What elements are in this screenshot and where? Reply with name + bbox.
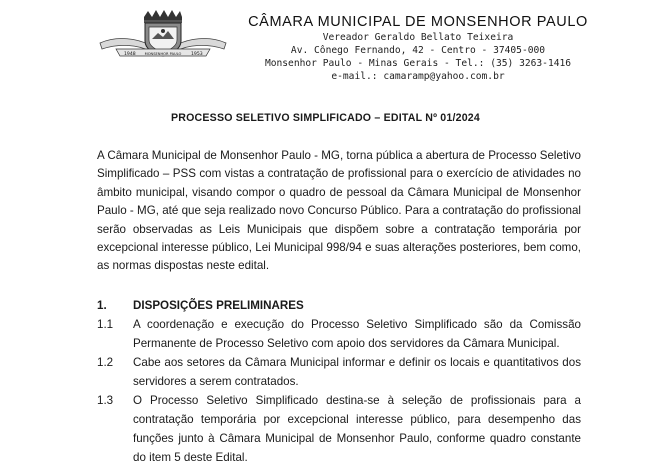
clause-number: 1.1	[97, 318, 114, 331]
section-heading-text: DISPOSIÇÕES PRELIMINARES	[133, 299, 304, 312]
letterhead	[228, 14, 608, 83]
intro-paragraph: A Câmara Municipal de Monsenhor Paulo - MG, torna pública a abertura de Processo Seletivo Simplificado – PSS com vistas a contratação de profissional para o exercício de atividades no âmbito municipal, visando compor o quadro de pessoal da Câmara Municipal de Monsenhor Paulo - MG, até que seja realizado novo Concurso Público. Para a contratação do profissional serão observadas as Leis Municipais que dispõem sobre a contratação temporária por excepcional interesse público, Lei Municipal 998/94 e suas alterações posteriores, bem como, as normas dispostas neste edital.	[97, 149, 581, 273]
clause-number: 1.2	[97, 356, 114, 369]
letterhead-line-councillor: Vereador Geraldo Bellato Teixeira	[322, 32, 514, 43]
section-heading	[97, 296, 581, 315]
crest-year-left: 1948	[124, 52, 136, 57]
document-title: PROCESSO SELETIVO SIMPLIFICADO – EDITAL Nº 01/2024	[171, 112, 480, 124]
clause-text: O Processo Seletivo Simplificado destina-se à seleção de profissionais para a contratação temporária por excepcional interesse público, para desempenho das funções junto à Câmara Municipal de Monsenhor Paulo, conforme quadro constante do item 5 deste Edital.	[133, 394, 581, 464]
clause-1-1	[97, 315, 581, 353]
letterhead-line-address: Av. Cônego Fernando, 42 - Centro - 37405-000	[290, 45, 546, 56]
crest-banner-text: MONSENHOR PAULO	[144, 52, 182, 56]
clause-1-2	[97, 353, 581, 391]
clause-1-3	[97, 391, 581, 467]
clause-text: A coordenação e execução do Processo Seletivo Simplificado são da Comissão Permanente de Processo Seletivo com apoio dos servidores da Câmara Municipal.	[133, 318, 581, 350]
crest-year-right: 1953	[191, 52, 203, 57]
section-number: 1.	[97, 299, 107, 312]
clause-number: 1.3	[97, 394, 114, 407]
letterhead-line-email: e-mail.: camaramp@yahoo.com.br	[331, 71, 505, 82]
municipal-crest-logo	[98, 9, 228, 59]
letterhead-line-city-phone: Monsenhor Paulo - Minas Gerais - Tel.: (35) 3263-1416	[264, 58, 572, 69]
section-preliminary-provisions	[97, 296, 581, 467]
clause-text: Cabe aos setores da Câmara Municipal informar e definir os locais e quantitativos dos servidores a serem contratados.	[133, 356, 581, 388]
org-name: CÂMARA MUNICIPAL DE MONSENHOR PAULO	[248, 14, 588, 30]
